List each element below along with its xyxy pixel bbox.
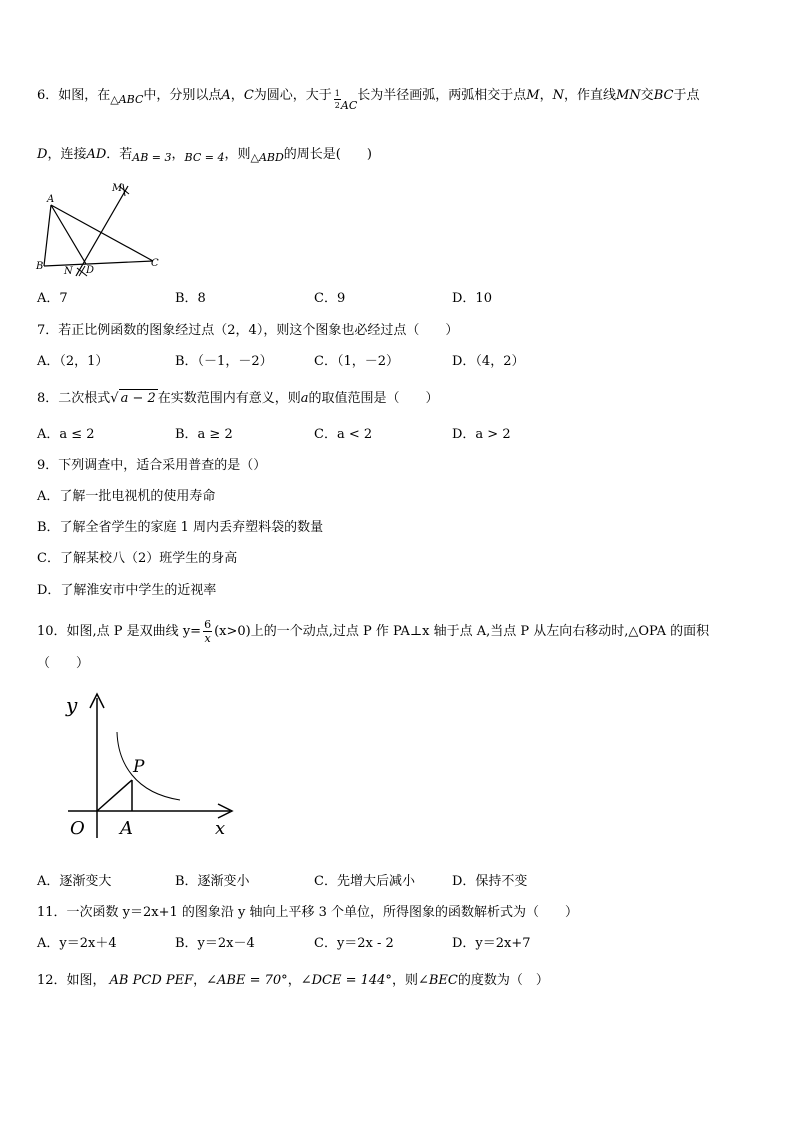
q8-option-b[interactable]: B．a ≥ 2 xyxy=(175,427,233,442)
q6-point-a: A xyxy=(221,88,231,103)
q8-option-a[interactable]: A．a ≤ 2 xyxy=(37,427,95,442)
q6-label-c: C xyxy=(151,258,159,269)
q10-fraction xyxy=(203,618,212,645)
q6-segment-bc: BC xyxy=(653,88,674,103)
q8-stem xyxy=(37,389,439,408)
q6-text: 交 xyxy=(640,88,654,103)
q6-line1 xyxy=(37,84,700,112)
q9-option-b[interactable]: B．了解全省学生的家庭 1 周内丢弃塑料袋的数量 xyxy=(37,520,324,535)
q6-frac-num: 1 xyxy=(334,89,340,98)
q6-point-n: N xyxy=(552,88,564,103)
q6-comma: ， xyxy=(539,88,553,103)
q6-label-a: A xyxy=(47,194,55,205)
q7-stem: 7．若正比例函数的图象经过点（2，4），则这个图象也必经过点（ ） xyxy=(37,323,459,338)
q8-option-c[interactable]: C．a < 2 xyxy=(314,427,373,442)
q11-stem: 11．一次函数 y＝2x+1 的图象沿 y 轴向上平移 3 个单位，所得图象的函数解析式为（ ） xyxy=(37,905,579,920)
q6-point-m: M xyxy=(526,88,540,103)
q10-text: (x>0)上的一个动点,过点 P 作 PA⊥x 轴于点 A,当点 P 从左向右移动时,△OPA 的面积 xyxy=(214,624,710,639)
sqrt-icon: √ xyxy=(110,391,119,406)
q11-option-c[interactable]: C．y＝2x - 2 xyxy=(314,936,394,951)
q10-label-x: x xyxy=(215,818,226,839)
q6-figure xyxy=(35,180,165,280)
q6-text: 于点 xyxy=(673,88,700,103)
q6-option-b[interactable]: B．8 xyxy=(175,291,206,306)
q10-figure xyxy=(60,688,260,848)
q8-option-d[interactable]: D．a > 2 xyxy=(452,427,511,442)
q6-text: ，连接 xyxy=(47,147,87,162)
q10-frac-num: 6 xyxy=(204,618,212,631)
q10-option-c[interactable]: C．先增大后减小 xyxy=(314,874,415,889)
q12-text: ，则 xyxy=(391,973,418,988)
q12-text: 12．如图， xyxy=(37,973,106,988)
q6-line2 xyxy=(37,146,372,164)
q10-label-o: O xyxy=(70,818,85,839)
q10-option-a[interactable]: A．逐渐变大 xyxy=(37,874,112,889)
q9-option-c[interactable]: C．了解某校八（2）班学生的身高 xyxy=(37,551,238,566)
q10-label-p: P xyxy=(133,757,145,777)
q10-text: 10．如图,点 P 是双曲线 y= xyxy=(37,624,202,639)
q8-text: 的取值范围是（ ） xyxy=(308,391,439,406)
q6-triangle-abc: △ABC xyxy=(110,93,144,106)
q11-option-b[interactable]: B．y＝2x－4 xyxy=(175,936,255,951)
q6-line-mn: MN xyxy=(615,88,641,103)
q6-triangle-abd: △ABD xyxy=(250,151,284,164)
q9-option-a[interactable]: A．了解一批电视机的使用寿命 xyxy=(37,489,216,504)
q6-comma: ， xyxy=(171,147,185,162)
q10-frac-den: x xyxy=(204,632,211,645)
q12-stem xyxy=(37,972,549,990)
q6-point-c: C xyxy=(243,88,254,103)
q11-option-d[interactable]: D．y＝2x+7 xyxy=(452,936,531,951)
q6-text: 中，分别以点 xyxy=(143,88,222,103)
q10-label-y: y xyxy=(66,693,78,717)
q10-bracket: （ ） xyxy=(37,656,90,671)
q9-option-d[interactable]: D．了解淮安市中学生的近视率 xyxy=(37,583,217,598)
q12-comma: ， xyxy=(193,973,207,988)
q6-option-c[interactable]: C．9 xyxy=(314,291,346,306)
q6-text: ，则 xyxy=(224,147,251,162)
q12-comma: ， xyxy=(287,973,301,988)
q6-text: ，作直线 xyxy=(563,88,616,103)
q6-option-a[interactable]: A．7 xyxy=(37,291,68,306)
q10-option-b[interactable]: B．逐渐变小 xyxy=(175,874,250,889)
q8-text: 在实数范围内有意义，则 xyxy=(157,391,301,406)
q12-text: 的度数为（ ） xyxy=(457,973,549,988)
q6-label-m: M xyxy=(112,183,123,194)
q6-option-d[interactable]: D．10 xyxy=(452,291,492,306)
q6-label-n: N xyxy=(64,266,73,277)
q12-angle-abe: ∠ABE = 70° xyxy=(206,973,288,988)
q6-ab-eq: AB = 3 xyxy=(132,151,172,164)
q6-half-fraction xyxy=(334,88,341,111)
q6-text: 6．如图，在 xyxy=(37,88,111,103)
q10-label-a: A xyxy=(120,818,133,839)
q6-frac-den: 2 xyxy=(334,101,340,110)
q12-angle-bec: ∠BEC xyxy=(417,973,458,988)
q8-radicand: a − 2 xyxy=(120,391,156,406)
q8-var-a: a xyxy=(300,391,309,406)
q9-stem: 9．下列调查中，适合采用普查的是（） xyxy=(37,458,267,473)
q6-segment-ad: AD xyxy=(86,147,107,162)
q6-ac: AC xyxy=(340,99,358,112)
q6-text: 的周长是( ) xyxy=(283,147,372,162)
q11-option-a[interactable]: A．y＝2x＋4 xyxy=(37,936,117,951)
q6-text: 为圆心，大于 xyxy=(253,88,332,103)
q8-text: 8．二次根式 xyxy=(37,391,111,406)
q6-bc-eq: BC = 4 xyxy=(184,151,225,164)
q10-option-d[interactable]: D．保持不变 xyxy=(452,874,528,889)
q6-label-b: B xyxy=(36,261,44,272)
q7-option-b[interactable]: B．（－1，－2） xyxy=(175,354,273,369)
q12-parallel-lines: AB PCD PEF xyxy=(109,973,194,988)
q6-text: 长为半径画弧，两弧相交于点 xyxy=(357,88,527,103)
q12-angle-dce: ∠DCE = 144° xyxy=(300,973,392,988)
q6-comma: ， xyxy=(230,88,244,103)
q7-option-d[interactable]: D．（4，2） xyxy=(452,354,525,369)
q7-option-a[interactable]: A．（2，1） xyxy=(37,354,109,369)
q6-point-d: D xyxy=(37,147,48,162)
q10-stem xyxy=(37,618,709,645)
q6-text: ．若 xyxy=(106,147,133,162)
q7-option-c[interactable]: C．（1，－2） xyxy=(314,354,399,369)
q6-label-d: D xyxy=(86,265,95,276)
